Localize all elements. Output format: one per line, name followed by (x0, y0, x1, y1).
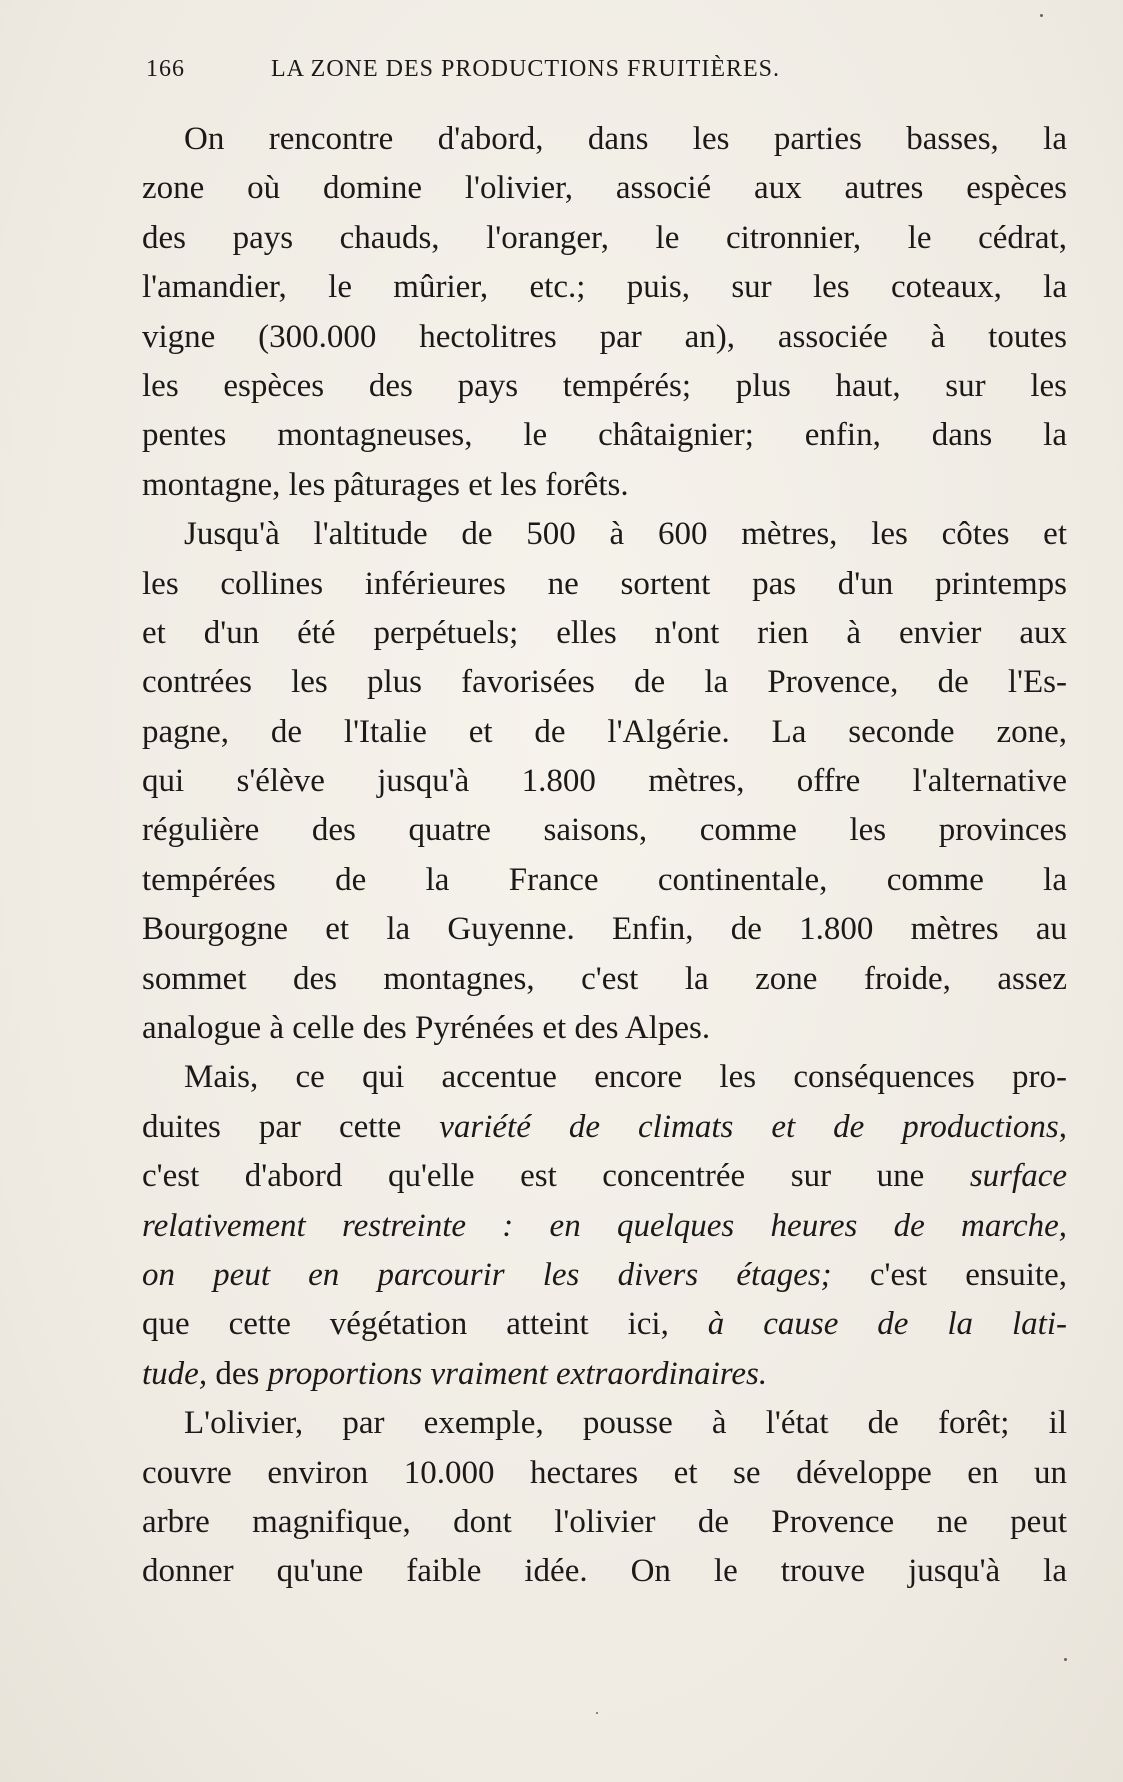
text-line: L'olivier, par exemple, pousse à l'état de forêt; il (184, 1405, 1067, 1442)
text-line (142, 1152, 1067, 1201)
text-line: pagne, de l'Italie et de l'Algérie. La seconde zone, (142, 713, 1067, 750)
text-line: analogue à celle des Pyrénées et des Alpes. (142, 1010, 711, 1047)
text-line: vigne (300.000 hectolitres par an), associée à toutes (142, 318, 1067, 355)
italic-span: variété de climats et de productions, (439, 1108, 1067, 1145)
text-line: régulière des quatre saisons, comme les provinces (142, 812, 1067, 849)
text-line: arbre magnifique, dont l'olivier de Provence ne peut (142, 1503, 1067, 1540)
text-line: montagne, les pâturages et les forêts. (142, 466, 629, 503)
page-header (146, 50, 946, 90)
text-line: zone où domine l'olivier, associé aux autres espèces (142, 170, 1067, 207)
text-span: c'est ensuite, (831, 1256, 1067, 1293)
text-line: et d'un été perpétuels; elles n'ont rien à envier aux (142, 614, 1067, 651)
text-line (142, 1251, 1067, 1300)
paper-speck (1064, 1658, 1067, 1661)
text-span: des (207, 1355, 268, 1392)
paper-speck (596, 1712, 598, 1714)
text-line (142, 1350, 1067, 1399)
text-line: qui s'élève jusqu'à 1.800 mètres, offre l'alternative (142, 763, 1067, 800)
text-span: duites par cette (142, 1108, 440, 1145)
text-line (142, 1202, 1067, 1251)
italic-span: proportions vraiment extraordinaires. (267, 1355, 768, 1392)
text-line: Jusqu'à l'altitude de 500 à 600 mètres, les côtes et (184, 516, 1067, 553)
text-line: On rencontre d'abord, dans les parties basses, la (184, 121, 1067, 157)
italic-span: surface (969, 1158, 1067, 1195)
text-line: les espèces des pays tempérés; plus haut, sur les (142, 367, 1067, 404)
text-line: couvre environ 10.000 hectares et se développe en un (142, 1454, 1067, 1491)
paper-speck (1040, 14, 1043, 17)
text-span: c'est d'abord qu'elle est concentrée sur une (142, 1158, 970, 1195)
text-span: que cette végétation atteint ici, (142, 1306, 708, 1343)
text-line: pentes montagneuses, le châtaignier; enfin, dans la (142, 417, 1067, 454)
italic-span: on peut en parcourir les divers étages; (142, 1256, 832, 1293)
italic-span: à cause de la lati- (707, 1306, 1067, 1343)
text-line: les collines inférieures ne sortent pas d'un printemps (142, 565, 1067, 602)
running-title: LA ZONE DES PRODUCTIONS FRUITIÈRES. (271, 56, 781, 82)
text-line: des pays chauds, l'oranger, le citronnier, le cédrat, (142, 219, 1067, 256)
text-line: tempérées de la France continentale, comme la (142, 861, 1067, 898)
text-line: Mais, ce qui accentue encore les conséquences pro- (184, 1059, 1067, 1096)
page-number: 166 (146, 56, 185, 82)
text-line: contrées les plus favorisées de la Provence, de l'Es- (142, 664, 1067, 701)
text-line: sommet des montagnes, c'est la zone froide, assez (142, 960, 1067, 997)
text-line: l'amandier, le mûrier, etc.; puis, sur les coteaux, la (142, 269, 1067, 306)
italic-span: relativement restreinte : en quelques heures de marche, (142, 1207, 1067, 1244)
body-text (142, 115, 1067, 1597)
text-line (142, 1103, 1067, 1152)
text-line: Bourgogne et la Guyenne. Enfin, de 1.800 mètres au (142, 911, 1067, 948)
italic-span: tude, (142, 1355, 208, 1392)
text-line: donner qu'une faible idée. On le trouve jusqu'à la (142, 1553, 1067, 1590)
text-line (142, 1300, 1067, 1349)
